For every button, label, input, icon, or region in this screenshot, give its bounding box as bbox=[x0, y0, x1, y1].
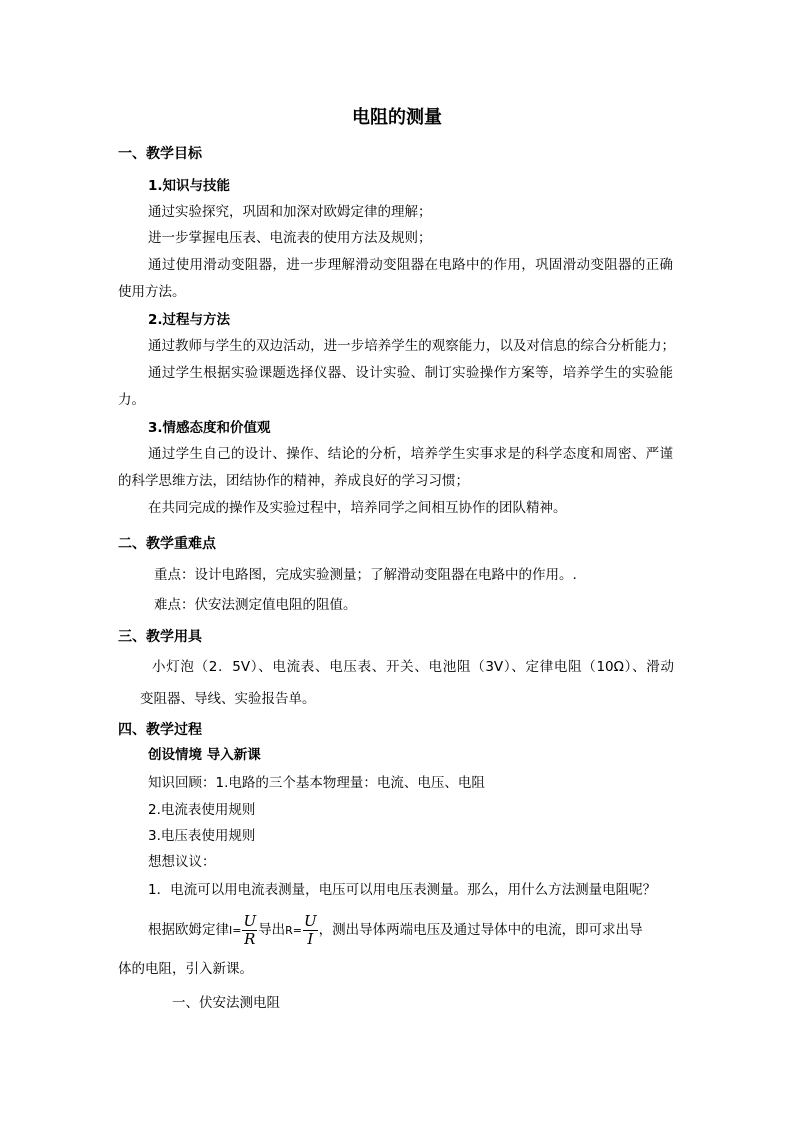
formula-r-label: R= bbox=[285, 924, 302, 937]
paragraph-line: 想想议议： bbox=[148, 854, 216, 870]
paragraph-line: 通过教师与学生的双边活动，进一步培养学生的观察能力，以及对信息的综合分析能力； bbox=[148, 338, 675, 354]
paragraph-line: 2.电流表使用规则 bbox=[148, 802, 256, 818]
formula-line bbox=[148, 910, 643, 950]
subheading-knowledge-skills: 1.知识与技能 bbox=[148, 178, 231, 194]
formula-text-post: ，测出导体两端电压及通过导体中的电流，即可求出导 bbox=[318, 922, 643, 938]
paragraph-line: 知识回顾：1.电路的三个基本物理量：电流、电压、电阻 bbox=[148, 775, 485, 791]
paragraph-line: 重点：设计电路图，完成实验测量；了解滑动变阻器在电路中的作用。. bbox=[154, 567, 577, 583]
subheading-attitudes-values: 3.情感态度和价值观 bbox=[148, 420, 271, 436]
paragraph-line: 通过实验探究，巩固和加深对欧姆定律的理解； bbox=[148, 204, 432, 220]
paragraph-line: 1．电流可以用电流表测量，电压可以用电压表测量。那么，用什么方法测量电阻呢？ bbox=[148, 882, 657, 898]
paragraph-line: 的科学思维方法，团结协作的精神，养成良好的学习习惯； bbox=[118, 473, 469, 489]
paragraph-line: 进一步掌握电压表、电流表的使用方法及规则； bbox=[148, 230, 432, 246]
formula-text-pre: 根据欧姆定律 bbox=[148, 922, 229, 938]
fraction-u-over-r bbox=[242, 913, 257, 948]
paragraph-line: 通过学生根据实验课题选择仪器、设计实验、制订实验操作方案等，培养学生的实验能 bbox=[148, 365, 673, 381]
paragraph-line: 通过学生自己的设计、操作、结论的分析，培养学生实事求是的科学态度和周密、严谨 bbox=[148, 446, 673, 462]
formula-text-mid: 导出 bbox=[258, 922, 286, 938]
fraction-denominator: I bbox=[307, 929, 314, 948]
subheading-intro: 创设情境 导入新课 bbox=[148, 747, 261, 763]
paragraph-line: 使用方法。 bbox=[118, 284, 186, 300]
subheading-process-methods: 2.过程与方法 bbox=[148, 312, 231, 328]
section-heading-teaching-aids: 三、教学用具 bbox=[118, 629, 202, 645]
section-heading-key-points: 二、教学重难点 bbox=[118, 536, 216, 552]
section-heading-teaching-process: 四、教学过程 bbox=[118, 722, 202, 738]
document-title: 电阻的测量 bbox=[352, 107, 442, 128]
fraction-numerator: U bbox=[304, 911, 317, 930]
paragraph-line: 一、伏安法测电阻 bbox=[172, 995, 280, 1011]
fraction-u-over-i bbox=[303, 913, 318, 948]
paragraph-line: 力。 bbox=[118, 392, 145, 408]
fraction-denominator: R bbox=[244, 929, 256, 948]
paragraph-line: 通过使用滑动变阻器，进一步理解滑动变阻器在电路中的作用，巩固滑动变阻器的正确 bbox=[148, 257, 673, 273]
formula-i-label: I= bbox=[229, 924, 242, 937]
paragraph-line: 3.电压表使用规则 bbox=[148, 828, 256, 844]
section-heading-objectives: 一、教学目标 bbox=[118, 146, 202, 162]
paragraph-line: 在共同完成的操作及实验过程中，培养同学之间相互协作的团队精神。 bbox=[148, 500, 567, 516]
paragraph-line: 体的电阻，引入新课。 bbox=[118, 961, 253, 977]
paragraph-line: 变阻器、导线、实验报告单。 bbox=[140, 691, 316, 707]
paragraph-line: 难点：伏安法测定值电阻的阻值。 bbox=[154, 597, 357, 613]
fraction-numerator: U bbox=[243, 911, 257, 930]
paragraph-line: 小灯泡（2．5V）、电流表、电压表、开关、电池阻（3V）、定律电阻（10Ω）、滑动 bbox=[152, 659, 674, 675]
